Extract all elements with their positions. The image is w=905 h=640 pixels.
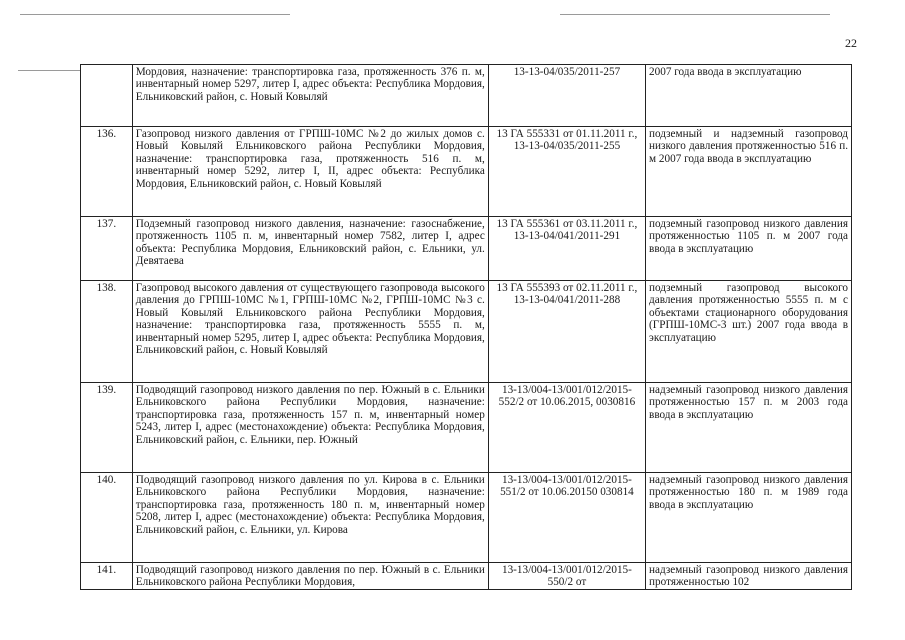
registration-record: 13 ГА 555393 от 02.11.2011 г., 13-13-04/041/2011-288 (488, 281, 645, 383)
object-description: Мордовия, назначение: транспортировка газа, протяженность 376 п. м, инвентарный номер 5297, литер I, адрес объекта: Республика Мордовия, Ельниковский район, с. Новый Ковыляй (132, 65, 488, 127)
table-row (81, 65, 852, 127)
object-description: Подземный газопровод низкого давления, назначение: газоснабжение, протяженность 1105 п. м, инвентарный номер 7582, литер I, адрес объекта: Республика Мордовия, Ельниковский район, с. Ельники, ул. Девятаева (132, 217, 488, 281)
table-row (81, 281, 852, 383)
object-description: Газопровод низкого давления от ГРПШ-10МС №2 до жилых домов с. Новый Ковыляй Ельниковского района Республики Мордовия, назначение: транспортировка газа, протяженность 516 п. м, инвентарный номер 5292, литер I, II, адрес объекта: Республика Мордовия, Ельниковский район, с. Новый Ковыляй (132, 127, 488, 217)
row-number: 138. (81, 281, 133, 383)
registration-record: 13 ГА 555331 от 01.11.2011 г., 13-13-04/035/2011-255 (488, 127, 645, 217)
object-characteristics: подземный газопровод высокого давления протяженностью 5555 п. м с объектами стационарного оборудования (ГРПШ-10МС-3 шт.) 2007 года ввода в эксплуатацию (646, 281, 852, 383)
registration-record: 13-13/004-13/001/012/2015-551/2 от 10.06.20150 030814 (488, 473, 645, 563)
page-number: 22 (845, 36, 857, 50)
object-characteristics: надземный газопровод низкого давления протяженностью 157 п. м 2003 года ввода в эксплуатацию (646, 383, 852, 473)
row-number: 139. (81, 383, 133, 473)
table-row (81, 563, 852, 590)
row-number: 137. (81, 217, 133, 281)
row-number: 140. (81, 473, 133, 563)
object-characteristics: 2007 года ввода в эксплуатацию (646, 65, 852, 127)
table-row (81, 383, 852, 473)
table-row (81, 217, 852, 281)
scan-artifact-line (560, 14, 830, 15)
object-description: Подводящий газопровод низкого давления по пер. Южный в с. Ельники Ельниковского района Республики Мордовия, (132, 563, 488, 590)
object-description: Подводящий газопровод низкого давления по ул. Кирова в с. Ельники Ельниковского района Республики Мордовия, назначение: транспортировка газа, протяженность 180 п. м, инвентарный номер 5208, литер I, адрес (местонахождение) объекта: Республика Мордовия, Ельниковский район, с. Ельники, ул. Кирова (132, 473, 488, 563)
object-characteristics: надземный газопровод низкого давления протяженностью 102 (646, 563, 852, 590)
scan-artifact-line (20, 14, 290, 15)
table-row (81, 127, 852, 217)
row-number: 141. (81, 563, 133, 590)
table-row (81, 473, 852, 563)
scan-artifact-line (18, 70, 80, 71)
object-description: Газопровод высокого давления от существующего газопровода высокого давления до ГРПШ-10МС №1, ГРПШ-10МС №2, ГРПШ-10МС №3 с. Новый Ковыляй Ельниковского района Республики Мордовия, назначение: транспортировка газа, протяженность 5555 п. м, инвентарный номер 5295, литер I, адрес объекта: Республика Мордовия, Ельниковский район, с. Новый Ковыляй (132, 281, 488, 383)
object-characteristics: подземный газопровод низкого давления протяженностью 1105 п. м 2007 года ввода в эксплуатацию (646, 217, 852, 281)
registration-record: 13 ГА 555361 от 03.11.2011 г., 13-13-04/041/2011-291 (488, 217, 645, 281)
registration-record: 13-13/004-13/001/012/2015-550/2 от (488, 563, 645, 590)
object-characteristics: надземный газопровод низкого давления протяженностью 180 п. м 1989 года ввода в эксплуатацию (646, 473, 852, 563)
row-number: 136. (81, 127, 133, 217)
registration-record: 13-13-04/035/2011-257 (488, 65, 645, 127)
object-characteristics: подземный и надземный газопровод низкого давления протяженностью 516 п. м 2007 года ввода в эксплуатацию (646, 127, 852, 217)
registry-table (80, 64, 852, 590)
registration-record: 13-13/004-13/001/012/2015-552/2 от 10.06.2015, 0030816 (488, 383, 645, 473)
object-description: Подводящий газопровод низкого давления по пер. Южный в с. Ельники Ельниковского района Республики Мордовия, назначение: транспортировка газа, протяженность 157 п. м, инвентарный номер 5243, литер I, адрес (местонахождение) объекта: Республика Мордовия, Ельниковский район, с. Ельники, пер. Южный (132, 383, 488, 473)
row-number (81, 65, 133, 127)
